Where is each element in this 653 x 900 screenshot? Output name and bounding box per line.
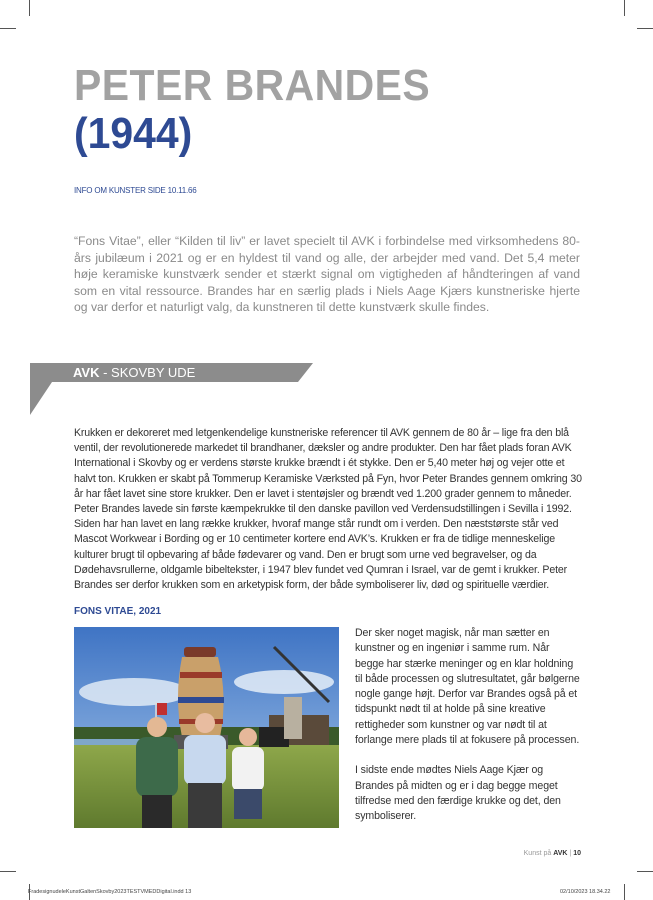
side-column bbox=[355, 626, 580, 840]
page-number: 10 bbox=[573, 850, 581, 857]
photo-subhead: FONS VITAE, 2021 bbox=[74, 606, 162, 617]
side-paragraph: Der sker noget magisk, når man sætter en kunstner og en ingeniør i samme rum. Når begge har stærke meninger og en klar holdning til både processen og slutresultatet, går bølgerne nogle gange højt. Derfor var Brandes også på et tidspunkt nødt til at holde på sine kreative rettigheder som kunstner og var nødt til at forlange mere plads til at fokusere på processen. bbox=[355, 627, 580, 747]
crop-mark bbox=[624, 884, 625, 900]
page-title: PETER BRANDES bbox=[74, 61, 431, 110]
info-line: INFO OM KUNSTER SIDE 10.11.66 bbox=[74, 186, 197, 195]
banner-location: - SKOVBY UDE bbox=[99, 365, 196, 380]
photo-illustration bbox=[74, 627, 339, 828]
print-slug-date: 02/10/2023 18.34.22 bbox=[560, 889, 611, 895]
crop-mark bbox=[0, 28, 16, 29]
side-paragraph: I sidste ende mødtes Niels Aage Kjær og Brandes på midten og er i dag begge meget tilfredse med den færdige krukke og det, den symboliserer. bbox=[355, 764, 561, 823]
banner-brand: AVK bbox=[73, 365, 100, 380]
crop-mark bbox=[0, 871, 16, 872]
footer-prefix: Kunst på bbox=[523, 850, 554, 857]
crop-mark bbox=[637, 28, 653, 29]
print-slug-file: FradesignudeleKunstGaltenSkovby2023TESTVMEDDigital.indd 13 bbox=[28, 889, 192, 895]
section-banner-label bbox=[73, 365, 195, 380]
crop-mark bbox=[29, 0, 30, 16]
body-paragraph: Krukken er dekoreret med letgenkendelige kunstneriske referencer til AVK gennem de 80 år – lige fra den blå ventil, der revolutionerede markedet til brandhaner, dæksler og andre produkter. Den har fået plads foran AVK International i Skovby og er verdens største krukke brændt i ét stykke. Den er 5,40 meter høj og vejer otte et halvt ton. Krukken er skabt på Tommerup Keramiske Værksted på Fyn, hvor Peter Brandes gennem omkring 30 år har fået lavet sine store krukker. Den er lavet i stentøjsler og brændt ved 1.200 grader gennem to måneder. Peter Brandes lavede sin første kæmpekrukke til den danske pavillon ved Verdensudstillingen i Sevilla i 1992. Siden har han lavet en lang række krukker, hvoraf mange står rundt om i verden. Den næststørste står ved Mascot Workwear i Bording og er 10 centimeter kortere end AVK’s. Krukken er fra de tidlige menneskelige kulturer brugt til opbevaring af både fødevarer og vand. Den er brugt som urne ved begravelser, og da Dødehavsrullerne, oldgamle bibeltekster, i 1947 blev fundet ved Qumran i Israel, var de gemt i krukker. Peter Brandes ser derfor krukken som en arketypisk form, der både symboliserer liv, død og spirituelle værdier. bbox=[74, 427, 582, 592]
crop-mark bbox=[624, 0, 625, 16]
title-year: (1944) bbox=[74, 109, 193, 158]
footer-brand: AVK bbox=[553, 850, 568, 857]
page-footer bbox=[524, 850, 581, 857]
crop-mark bbox=[637, 871, 653, 872]
intro-paragraph: “Fons Vitae”, eller “Kilden til liv” er lavet specielt til AVK i forbindelse med virksomhedens 80-års jubilæum i 2021 og er en hyldest til vand og alle, der arbejder med vand. Det 5,4 meter høje keramiske kunstværk sender et stærkt signal om vigtigheden af håndteringen af vand som en vital ressource. Brandes har en særlig plads i Niels Aage Kjærs kunstneriske hjerte og var derfor et naturligt valg, da kunstneren til dette kunstværk skulle findes. bbox=[74, 234, 580, 314]
artwork-photo bbox=[74, 627, 339, 828]
footer-separator: | bbox=[567, 850, 574, 857]
